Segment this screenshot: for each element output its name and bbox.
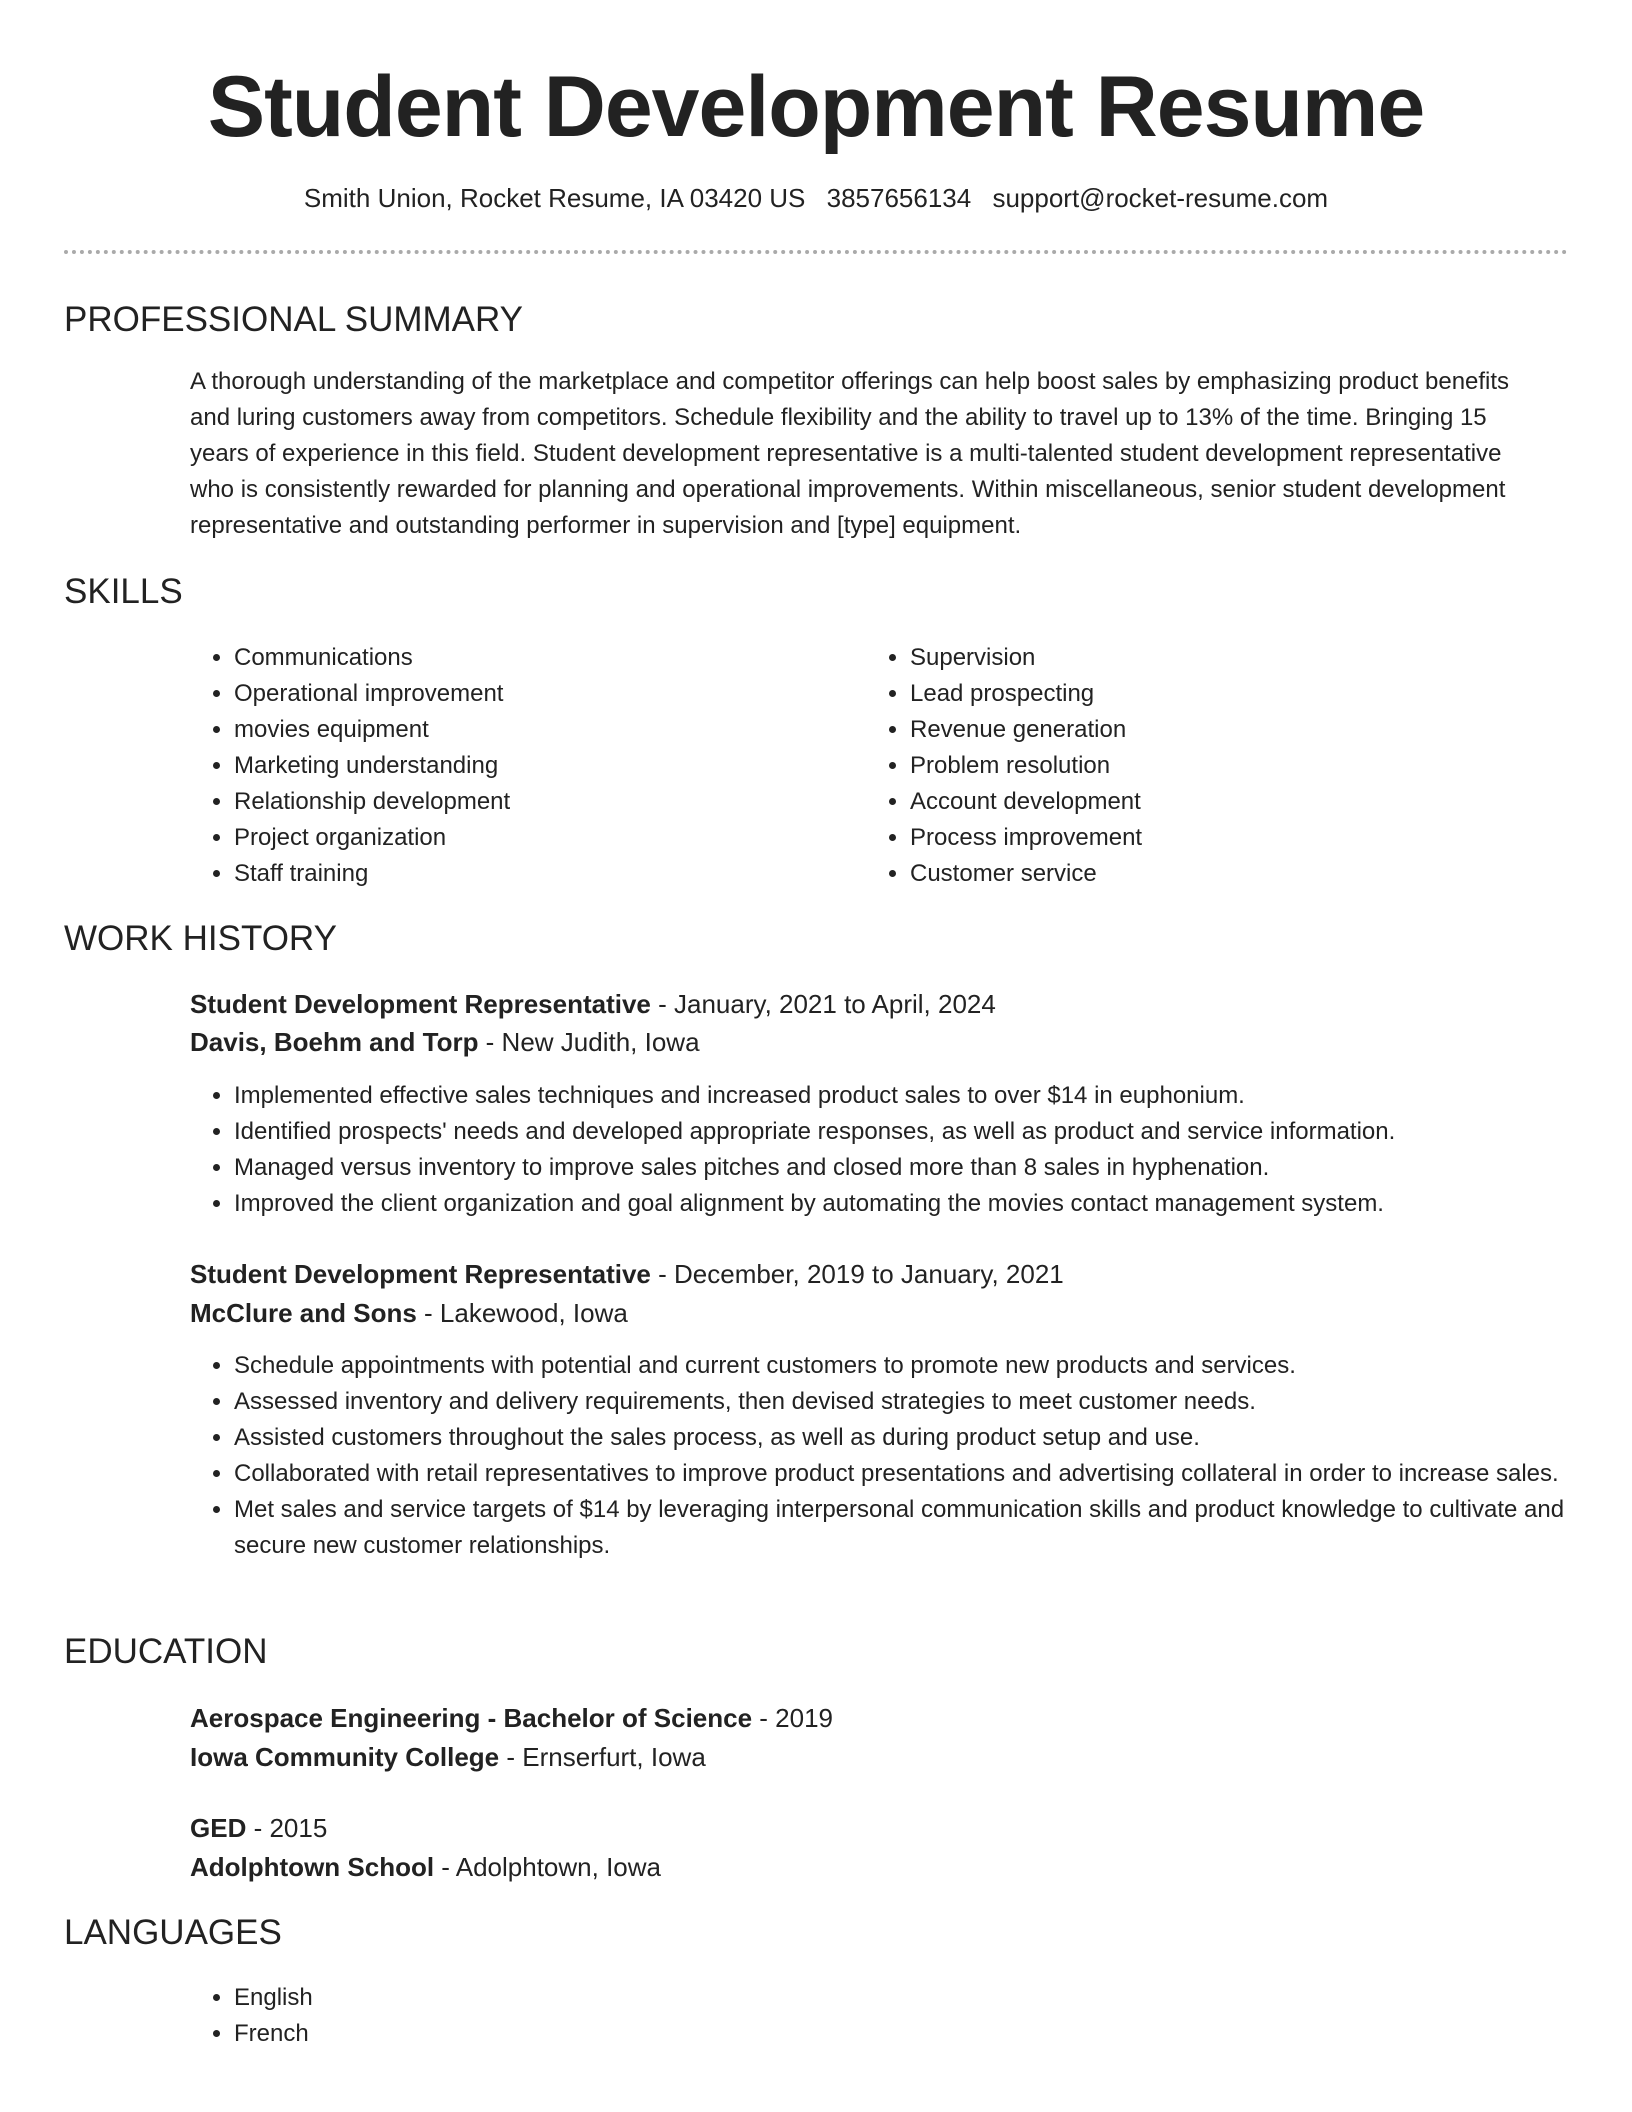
job-company-line [190,1293,628,1333]
language-item: • French [234,2016,313,2052]
contact-line [0,178,1632,218]
skill-item: • Staff training [234,856,510,892]
job-bullet: • Schedule appointments with potential and current customers to promote new products and services. [234,1348,1614,1384]
skills-list-right [866,640,1142,892]
languages-heading: LANGUAGES [64,1913,282,1952]
education-school-line [190,1737,706,1777]
education-degree: Aerospace Engineering - Bachelor of Science [190,1703,753,1733]
skill-item: • Account development [910,784,1142,820]
header-divider [64,250,1568,254]
job-company-line [190,1022,700,1062]
job-bullets [190,1078,1614,1222]
address: Smith Union, Rocket Resume, IA 03420 US [303,183,806,213]
skills-heading: SKILLS [64,572,183,611]
education-heading: EDUCATION [64,1632,268,1671]
education-degree: GED [190,1813,247,1843]
education-location: - Adolphtown, Iowa [434,1852,661,1882]
education-school: Iowa Community College [190,1742,500,1772]
education-degree-line [190,1698,833,1738]
job-bullet: • Assisted customers throughout the sales process, as well as during product setup and use. [234,1420,1614,1456]
skill-item: • Lead prospecting [910,676,1142,712]
job-company: McClure and Sons [190,1298,417,1328]
education-school: Adolphtown School [190,1852,435,1882]
skill-item: • Operational improvement [234,676,510,712]
job-bullet: • Identified prospects' needs and developed appropriate responses, as well as product and service information. [234,1114,1614,1150]
education-school-line [190,1847,661,1887]
summary-heading: PROFESSIONAL SUMMARY [64,300,523,339]
job-location: - New Judith, Iowa [478,1027,700,1057]
work-heading: WORK HISTORY [64,919,337,958]
skill-item: • Problem resolution [910,748,1142,784]
education-location: - Ernserfurt, Iowa [499,1742,706,1772]
job-location: - Lakewood, Iowa [416,1298,628,1328]
skills-list-left [190,640,510,892]
skill-item: • Project organization [234,820,510,856]
skill-item: • Process improvement [910,820,1142,856]
skill-item: • movies equipment [234,712,510,748]
languages-list [190,1980,313,2052]
skill-item: • Marketing understanding [234,748,510,784]
job-bullets [190,1348,1614,1564]
job-bullet: • Implemented effective sales techniques and increased product sales to over $14 in euphonium. [234,1078,1614,1114]
email: support@rocket-resume.com [992,183,1329,213]
job-title-line [190,1254,1064,1294]
skill-item: • Revenue generation [910,712,1142,748]
skill-item: • Relationship development [234,784,510,820]
job-role: Student Development Representative [190,989,651,1019]
job-dates: - January, 2021 to April, 2024 [650,989,996,1019]
skill-item: • Communications [234,640,510,676]
job-bullet: • Met sales and service targets of $14 by leveraging interpersonal communication skills and product knowledge to cultivate and secure new customer relationships. [234,1492,1614,1564]
resume-title: Student Development Resume [207,59,1425,155]
job-company: Davis, Boehm and Torp [190,1027,479,1057]
language-item: • English [234,1980,313,2016]
education-year: - 2019 [752,1703,834,1733]
job-role: Student Development Representative [190,1259,651,1289]
summary-text: A thorough understanding of the marketplace and competitor offerings can help boost sales by emphasizing product benefits and luring customers away from competitors. Schedule flexibility and the ability to travel up to 13% of the time. Bringing 15 years of experience in this field. Student development representative is a multi-talented student development representative who is consistently rewarded for planning and operational improvements. Within miscellaneous, senior student development representative and outstanding performer in supervision and [type] equipment. [190,368,1510,539]
skill-item: • Customer service [910,856,1142,892]
job-dates: - December, 2019 to January, 2021 [650,1259,1064,1289]
job-bullet: • Assessed inventory and delivery requirements, then devised strategies to meet customer needs. [234,1384,1614,1420]
job-title-line [190,984,996,1024]
job-bullet: • Improved the client organization and goal alignment by automating the movies contact management system. [234,1186,1614,1222]
job-bullet: • Collaborated with retail representatives to improve product presentations and advertising collateral in order to increase sales. [234,1456,1614,1492]
skill-item: • Supervision [910,640,1142,676]
education-degree-line [190,1808,327,1848]
job-bullet: • Managed versus inventory to improve sales pitches and closed more than 8 sales in hyphenation. [234,1150,1614,1186]
phone: 3857656134 [826,183,972,213]
education-year: - 2015 [246,1813,328,1843]
